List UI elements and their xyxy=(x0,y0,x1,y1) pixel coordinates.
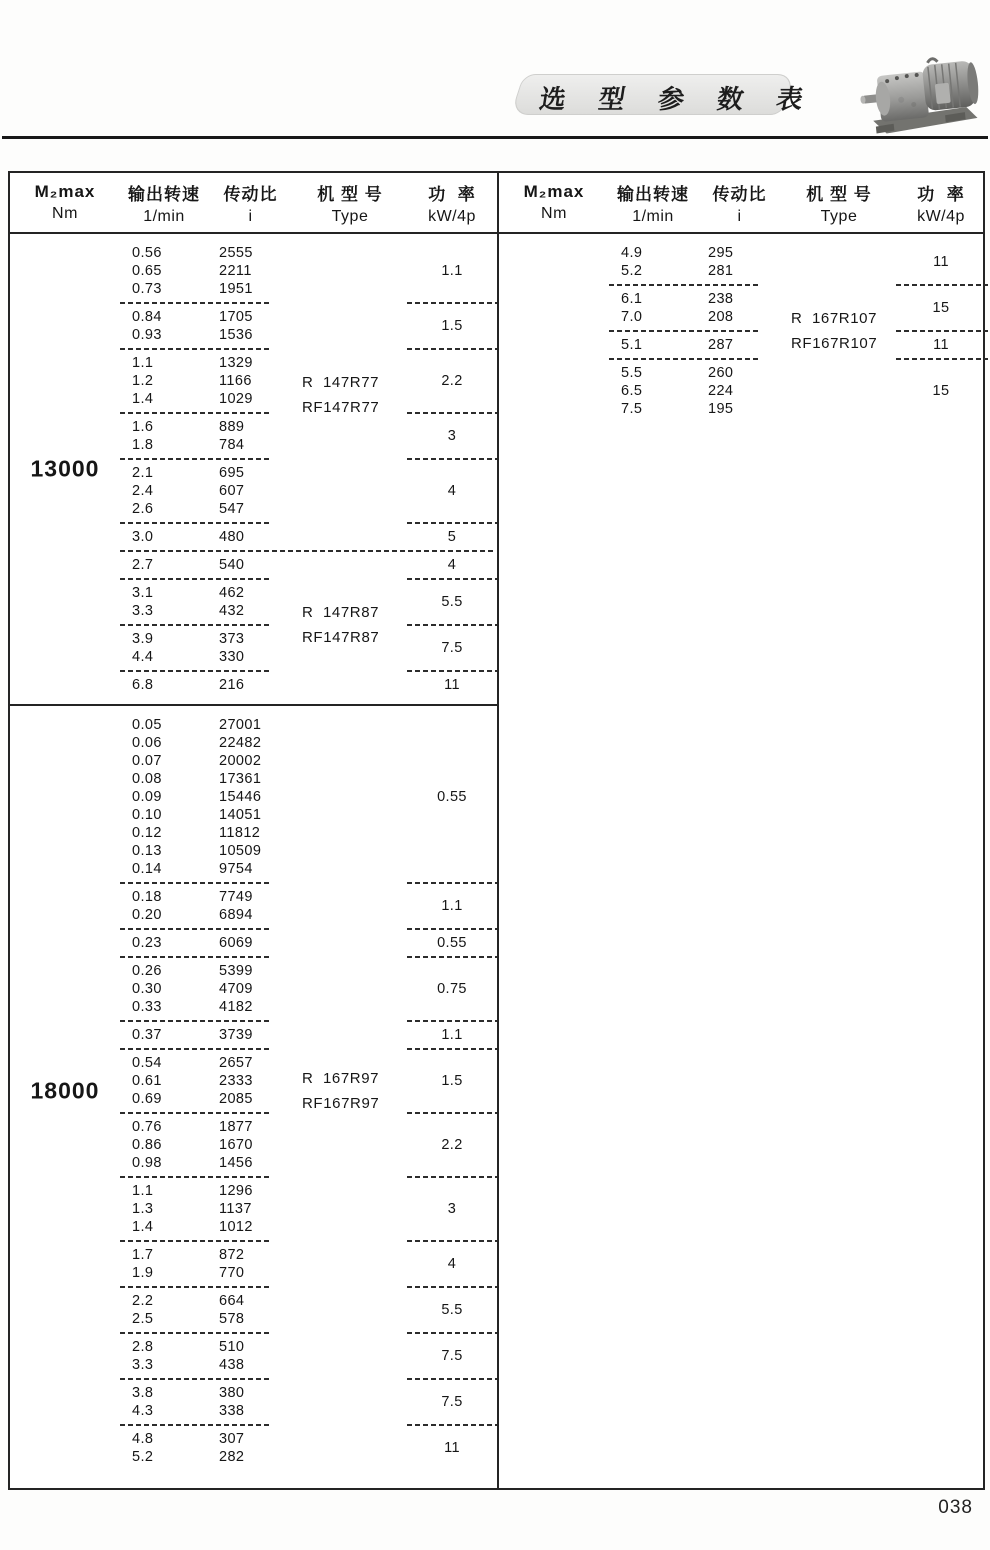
power-value: 2.2 xyxy=(441,373,463,389)
output-speed-value: 1.9 xyxy=(132,1265,154,1281)
output-speed-value: 0.86 xyxy=(132,1137,162,1153)
ratio-value: 373 xyxy=(219,631,245,647)
output-speed-value: 0.10 xyxy=(132,807,162,823)
power-group xyxy=(10,244,497,298)
power-group xyxy=(10,528,497,546)
torque-block xyxy=(10,706,497,1476)
ratio-value: 4182 xyxy=(219,999,253,1015)
group-separator xyxy=(10,1044,497,1054)
type-line: RF167R107 xyxy=(791,335,878,352)
output-speed-value: 0.84 xyxy=(132,309,162,325)
group-separator xyxy=(10,1420,497,1430)
ratio-value: 14051 xyxy=(219,807,262,823)
ratio-value: 22482 xyxy=(219,735,262,751)
output-speed-value: 2.2 xyxy=(132,1293,154,1309)
separator-dash-speed xyxy=(120,522,272,524)
output-speed-value: 0.14 xyxy=(132,861,162,877)
separator-dash-power xyxy=(896,330,988,332)
ratio-value: 872 xyxy=(219,1247,245,1263)
separator-dash-power xyxy=(407,522,499,524)
power-group xyxy=(10,1118,497,1172)
header-m2max: M₂max Nm xyxy=(34,182,96,222)
header-type: 机 型 号 Type xyxy=(317,184,383,225)
group-separator xyxy=(10,454,497,464)
power-value: 0.55 xyxy=(437,935,467,951)
ratio-value: 6894 xyxy=(219,907,253,923)
separator-dash-power xyxy=(407,1176,499,1178)
output-speed-value: 3.9 xyxy=(132,631,154,647)
output-speed-value: 6.8 xyxy=(132,677,154,693)
output-speed-value: 4.9 xyxy=(621,245,643,261)
table-half-right xyxy=(497,173,983,1488)
group-separator xyxy=(10,1172,497,1182)
power-group xyxy=(10,354,497,408)
group-separator xyxy=(499,280,983,290)
separator-dash-power xyxy=(407,1048,499,1050)
ratio-value: 282 xyxy=(219,1449,245,1465)
separator-dash-speed xyxy=(120,1378,272,1380)
output-speed-value: 0.23 xyxy=(132,935,162,951)
separator-dash-power xyxy=(407,1378,499,1380)
ratio-value: 695 xyxy=(219,465,245,481)
group-separator xyxy=(10,1016,497,1026)
ratio-value: 438 xyxy=(219,1357,245,1373)
output-speed-value: 1.7 xyxy=(132,1247,154,1263)
ratio-value: 9754 xyxy=(219,861,253,877)
separator-dash-power xyxy=(407,412,499,414)
table-body-left xyxy=(10,234,497,1476)
ratio-value: 2085 xyxy=(219,1091,253,1107)
ratio-value: 1877 xyxy=(219,1119,253,1135)
output-speed-value: 2.8 xyxy=(132,1339,154,1355)
ratio-value: 1029 xyxy=(219,391,253,407)
output-speed-value: 0.98 xyxy=(132,1155,162,1171)
ratio-value: 2333 xyxy=(219,1073,253,1089)
output-speed-value: 0.76 xyxy=(132,1119,162,1135)
ratio-value: 770 xyxy=(219,1265,245,1281)
output-speed-value: 0.33 xyxy=(132,999,162,1015)
separator-dash-power xyxy=(407,1332,499,1334)
power-group xyxy=(10,1430,497,1466)
page-title: 选 型 参 数 表 xyxy=(537,84,819,114)
ratio-value: 11812 xyxy=(219,825,261,841)
output-speed-value: 0.20 xyxy=(132,907,162,923)
header-power: 功 率 kW/4p xyxy=(428,184,476,225)
ratio-value: 216 xyxy=(219,677,245,693)
power-group xyxy=(499,244,983,280)
type-line: R 147R77 xyxy=(302,374,380,391)
separator-dash-speed xyxy=(609,330,761,332)
group-separator xyxy=(10,518,497,528)
power-value: 1.5 xyxy=(441,1073,463,1089)
power-group xyxy=(499,364,983,418)
output-speed-value: 0.54 xyxy=(132,1055,162,1071)
output-speed-value: 2.1 xyxy=(132,465,154,481)
output-speed-value: 2.6 xyxy=(132,501,154,517)
separator-dash-power xyxy=(407,1424,499,1426)
separator-dash-power xyxy=(407,578,499,580)
table-half-left xyxy=(10,173,497,1488)
ratio-value: 27001 xyxy=(219,717,262,733)
output-speed-value: 6.5 xyxy=(621,383,643,399)
output-speed-value: 0.26 xyxy=(132,963,162,979)
output-speed-value: 5.2 xyxy=(621,263,643,279)
output-speed-value: 5.2 xyxy=(132,1449,154,1465)
separator-dash-speed xyxy=(120,1112,272,1114)
output-speed-value: 0.30 xyxy=(132,981,162,997)
separator-dash-power xyxy=(407,1240,499,1242)
header-divider-rule xyxy=(2,136,988,139)
output-speed-value: 7.0 xyxy=(621,309,643,325)
output-speed-value: 0.69 xyxy=(132,1091,162,1107)
ratio-value: 547 xyxy=(219,501,245,517)
power-value: 5 xyxy=(447,529,457,545)
ratio-value: 15446 xyxy=(219,789,262,805)
power-value: 1.1 xyxy=(441,263,463,279)
power-group xyxy=(10,716,497,878)
ratio-value: 2555 xyxy=(219,245,253,261)
power-value: 1.1 xyxy=(441,898,463,914)
power-value: 15 xyxy=(932,300,950,316)
output-speed-value: 3.0 xyxy=(132,529,154,545)
ratio-value: 224 xyxy=(708,383,734,399)
power-value: 4 xyxy=(447,557,457,573)
power-group xyxy=(10,1026,497,1044)
power-group xyxy=(10,584,497,620)
output-speed-value: 3.3 xyxy=(132,1357,154,1373)
torque-block xyxy=(10,234,497,706)
power-value: 1.1 xyxy=(441,1027,463,1043)
ratio-value: 784 xyxy=(219,437,245,453)
output-speed-value: 0.09 xyxy=(132,789,162,805)
power-value: 11 xyxy=(444,677,460,693)
power-group xyxy=(10,308,497,344)
separator-dash-power xyxy=(407,928,499,930)
type-section xyxy=(10,556,497,694)
separator-dash-power xyxy=(407,348,499,350)
ratio-value: 287 xyxy=(708,337,734,353)
type-line: RF167R97 xyxy=(302,1095,380,1112)
separator-dash-speed xyxy=(120,1176,272,1178)
group-separator xyxy=(10,298,497,308)
separator-dash-power xyxy=(407,458,499,460)
power-group xyxy=(10,888,497,924)
ratio-value: 20002 xyxy=(219,753,262,769)
output-speed-value: 2.7 xyxy=(132,557,154,573)
ratio-value: 380 xyxy=(219,1385,245,1401)
separator-dash-power xyxy=(407,956,499,958)
ratio-value: 540 xyxy=(219,557,245,573)
power-group xyxy=(10,418,497,454)
header-ratio: 传动比 i xyxy=(712,184,767,225)
group-separator xyxy=(10,408,497,418)
output-speed-value: 1.3 xyxy=(132,1201,154,1217)
power-group xyxy=(10,1384,497,1420)
ratio-value: 1951 xyxy=(219,281,253,297)
separator-dash-power xyxy=(407,302,499,304)
power-value: 4 xyxy=(447,1256,457,1272)
separator-dash-speed xyxy=(120,578,272,580)
ratio-value: 1137 xyxy=(219,1201,252,1217)
separator-dash-speed xyxy=(120,670,272,672)
selection-table xyxy=(8,171,985,1490)
power-value: 11 xyxy=(444,1440,460,1456)
output-speed-value: 0.13 xyxy=(132,843,162,859)
power-value: 7.5 xyxy=(441,1348,463,1364)
header-m2max: M₂max Nm xyxy=(523,182,585,222)
separator-dash-power xyxy=(896,358,988,360)
output-speed-value: 0.08 xyxy=(132,771,162,787)
ratio-value: 238 xyxy=(708,291,734,307)
output-speed-value: 2.5 xyxy=(132,1311,154,1327)
group-separator xyxy=(10,952,497,962)
ratio-value: 510 xyxy=(219,1339,245,1355)
separator-dash-speed xyxy=(120,956,272,958)
power-group xyxy=(10,1054,497,1108)
ratio-value: 889 xyxy=(219,419,245,435)
separator-dash-speed xyxy=(120,624,272,626)
power-group xyxy=(499,336,983,354)
power-group xyxy=(10,962,497,1016)
ratio-value: 1012 xyxy=(219,1219,253,1235)
group-separator xyxy=(10,1236,497,1246)
ratio-value: 6069 xyxy=(219,935,253,951)
type-line: R 167R107 xyxy=(791,310,878,327)
output-speed-value: 0.56 xyxy=(132,245,162,261)
ratio-value: 295 xyxy=(708,245,734,261)
output-speed-value: 7.5 xyxy=(621,401,643,417)
output-speed-value: 1.4 xyxy=(132,391,154,407)
power-value: 7.5 xyxy=(441,640,463,656)
ratio-value: 260 xyxy=(708,365,734,381)
ratio-value: 1705 xyxy=(219,309,253,325)
power-value: 2.2 xyxy=(441,1137,463,1153)
ratio-value: 338 xyxy=(219,1403,245,1419)
separator-dash-speed xyxy=(120,1332,272,1334)
header-ratio: 传动比 i xyxy=(223,184,278,225)
output-speed-value: 3.3 xyxy=(132,603,154,619)
output-speed-value: 5.5 xyxy=(621,365,643,381)
group-separator xyxy=(10,344,497,354)
gearmotor-illustration xyxy=(843,52,990,137)
type-section xyxy=(10,716,497,1466)
header-power: 功 率 kW/4p xyxy=(917,184,965,225)
group-separator xyxy=(10,620,497,630)
ratio-value: 1166 xyxy=(219,373,252,389)
separator-dash-speed xyxy=(120,1424,272,1426)
separator-dash-power xyxy=(407,1286,499,1288)
power-value: 7.5 xyxy=(441,1394,463,1410)
ratio-value: 10509 xyxy=(219,843,262,859)
power-group xyxy=(499,290,983,326)
output-speed-value: 4.4 xyxy=(132,649,154,665)
output-speed-value: 6.1 xyxy=(621,291,643,307)
power-value: 5.5 xyxy=(441,594,463,610)
separator-dash-power xyxy=(407,1112,499,1114)
ratio-value: 1670 xyxy=(219,1137,253,1153)
ratio-value: 1456 xyxy=(219,1155,253,1171)
power-value: 11 xyxy=(933,254,949,270)
separator-dash-speed xyxy=(120,1240,272,1242)
ratio-value: 1329 xyxy=(219,355,253,371)
ratio-value: 17361 xyxy=(219,771,262,787)
power-group xyxy=(10,1182,497,1236)
group-separator xyxy=(10,878,497,888)
output-speed-value: 1.1 xyxy=(132,1183,154,1199)
output-speed-value: 0.93 xyxy=(132,327,162,343)
separator-dash-speed xyxy=(609,358,761,360)
group-separator xyxy=(10,1282,497,1292)
power-value: 5.5 xyxy=(441,1302,463,1318)
m2max-value: 13000 xyxy=(30,455,100,482)
output-speed-value: 3.8 xyxy=(132,1385,154,1401)
ratio-value: 307 xyxy=(219,1431,245,1447)
separator-dash-speed xyxy=(609,284,761,286)
output-speed-value: 0.65 xyxy=(132,263,162,279)
output-speed-value: 4.3 xyxy=(132,1403,154,1419)
power-value: 4 xyxy=(447,483,457,499)
output-speed-value: 0.12 xyxy=(132,825,162,841)
separator-dash-speed xyxy=(120,928,272,930)
output-speed-value: 0.18 xyxy=(132,889,162,905)
separator-dash-power xyxy=(407,670,499,672)
type-section xyxy=(499,244,983,418)
separator-dash-speed xyxy=(120,412,272,414)
output-speed-value: 1.8 xyxy=(132,437,154,453)
header-type: 机 型 号 Type xyxy=(806,184,872,225)
output-speed-value: 0.61 xyxy=(132,1073,162,1089)
group-separator xyxy=(10,546,497,556)
output-speed-value: 1.1 xyxy=(132,355,154,371)
group-separator xyxy=(10,1374,497,1384)
table-header-left xyxy=(10,173,497,234)
ratio-value: 480 xyxy=(219,529,245,545)
group-separator xyxy=(10,924,497,934)
page-number: 038 xyxy=(938,1497,973,1518)
header-speed: 输出转速 1/min xyxy=(617,184,689,225)
ratio-value: 2657 xyxy=(219,1055,253,1071)
ratio-value: 462 xyxy=(219,585,245,601)
ratio-value: 1296 xyxy=(219,1183,253,1199)
ratio-value: 208 xyxy=(708,309,734,325)
power-group xyxy=(10,1246,497,1282)
ratio-value: 664 xyxy=(219,1293,245,1309)
power-group xyxy=(10,556,497,574)
output-speed-value: 1.4 xyxy=(132,1219,154,1235)
separator-dash-power xyxy=(407,1020,499,1022)
type-line: R 147R87 xyxy=(302,604,380,621)
table-header-right xyxy=(499,173,983,234)
output-speed-value: 0.07 xyxy=(132,753,162,769)
power-value: 3 xyxy=(447,428,457,444)
output-speed-value: 5.1 xyxy=(621,337,643,353)
separator-dash-speed xyxy=(120,1020,272,1022)
separator-dash-power xyxy=(407,882,499,884)
torque-block xyxy=(499,234,983,428)
ratio-value: 330 xyxy=(219,649,245,665)
separator-dash-power xyxy=(896,284,988,286)
power-value: 1.5 xyxy=(441,318,463,334)
power-group xyxy=(10,464,497,518)
power-group xyxy=(10,630,497,666)
ratio-value: 2211 xyxy=(219,263,252,279)
table-body-right xyxy=(499,234,983,428)
type-line: RF147R77 xyxy=(302,399,380,416)
group-separator xyxy=(10,574,497,584)
separator-dash-speed xyxy=(120,348,272,350)
ratio-value: 578 xyxy=(219,1311,245,1327)
power-value: 15 xyxy=(932,383,950,399)
ratio-value: 1536 xyxy=(219,327,253,343)
separator-dash-speed xyxy=(120,882,272,884)
separator-dash-power xyxy=(407,624,499,626)
separator-dash-speed xyxy=(120,1048,272,1050)
output-speed-value: 1.2 xyxy=(132,373,154,389)
power-value: 0.75 xyxy=(437,981,467,997)
group-separator xyxy=(10,1328,497,1338)
group-separator xyxy=(499,326,983,336)
output-speed-value: 3.1 xyxy=(132,585,154,601)
type-line: RF147R87 xyxy=(302,629,380,646)
group-separator xyxy=(10,1108,497,1118)
header-speed: 输出转速 1/min xyxy=(128,184,200,225)
separator-dash-speed xyxy=(120,302,272,304)
ratio-value: 281 xyxy=(708,263,734,279)
output-speed-value: 0.73 xyxy=(132,281,162,297)
group-separator xyxy=(10,666,497,676)
ratio-value: 4709 xyxy=(219,981,253,997)
separator-dash-speed xyxy=(120,1286,272,1288)
group-separator xyxy=(499,354,983,364)
output-speed-value: 2.4 xyxy=(132,483,154,499)
type-line: R 167R97 xyxy=(302,1070,380,1087)
separator-dash-speed xyxy=(120,458,272,460)
power-value: 11 xyxy=(933,337,949,353)
power-value: 0.55 xyxy=(437,789,467,805)
type-section xyxy=(10,244,497,546)
power-group xyxy=(10,1338,497,1374)
power-group xyxy=(10,934,497,952)
m2max-value: 18000 xyxy=(30,1077,100,1104)
separator-dash-full xyxy=(120,550,496,552)
power-group xyxy=(10,1292,497,1328)
ratio-value: 7749 xyxy=(219,889,253,905)
output-speed-value: 0.05 xyxy=(132,717,162,733)
output-speed-value: 0.37 xyxy=(132,1027,162,1043)
ratio-value: 195 xyxy=(708,401,734,417)
power-value: 3 xyxy=(447,1201,457,1217)
power-group xyxy=(10,676,497,694)
ratio-value: 432 xyxy=(219,603,245,619)
ratio-value: 607 xyxy=(219,483,245,499)
ratio-value: 3739 xyxy=(219,1027,253,1043)
output-speed-value: 1.6 xyxy=(132,419,154,435)
ratio-value: 5399 xyxy=(219,963,253,979)
output-speed-value: 4.8 xyxy=(132,1431,154,1447)
output-speed-value: 0.06 xyxy=(132,735,162,751)
